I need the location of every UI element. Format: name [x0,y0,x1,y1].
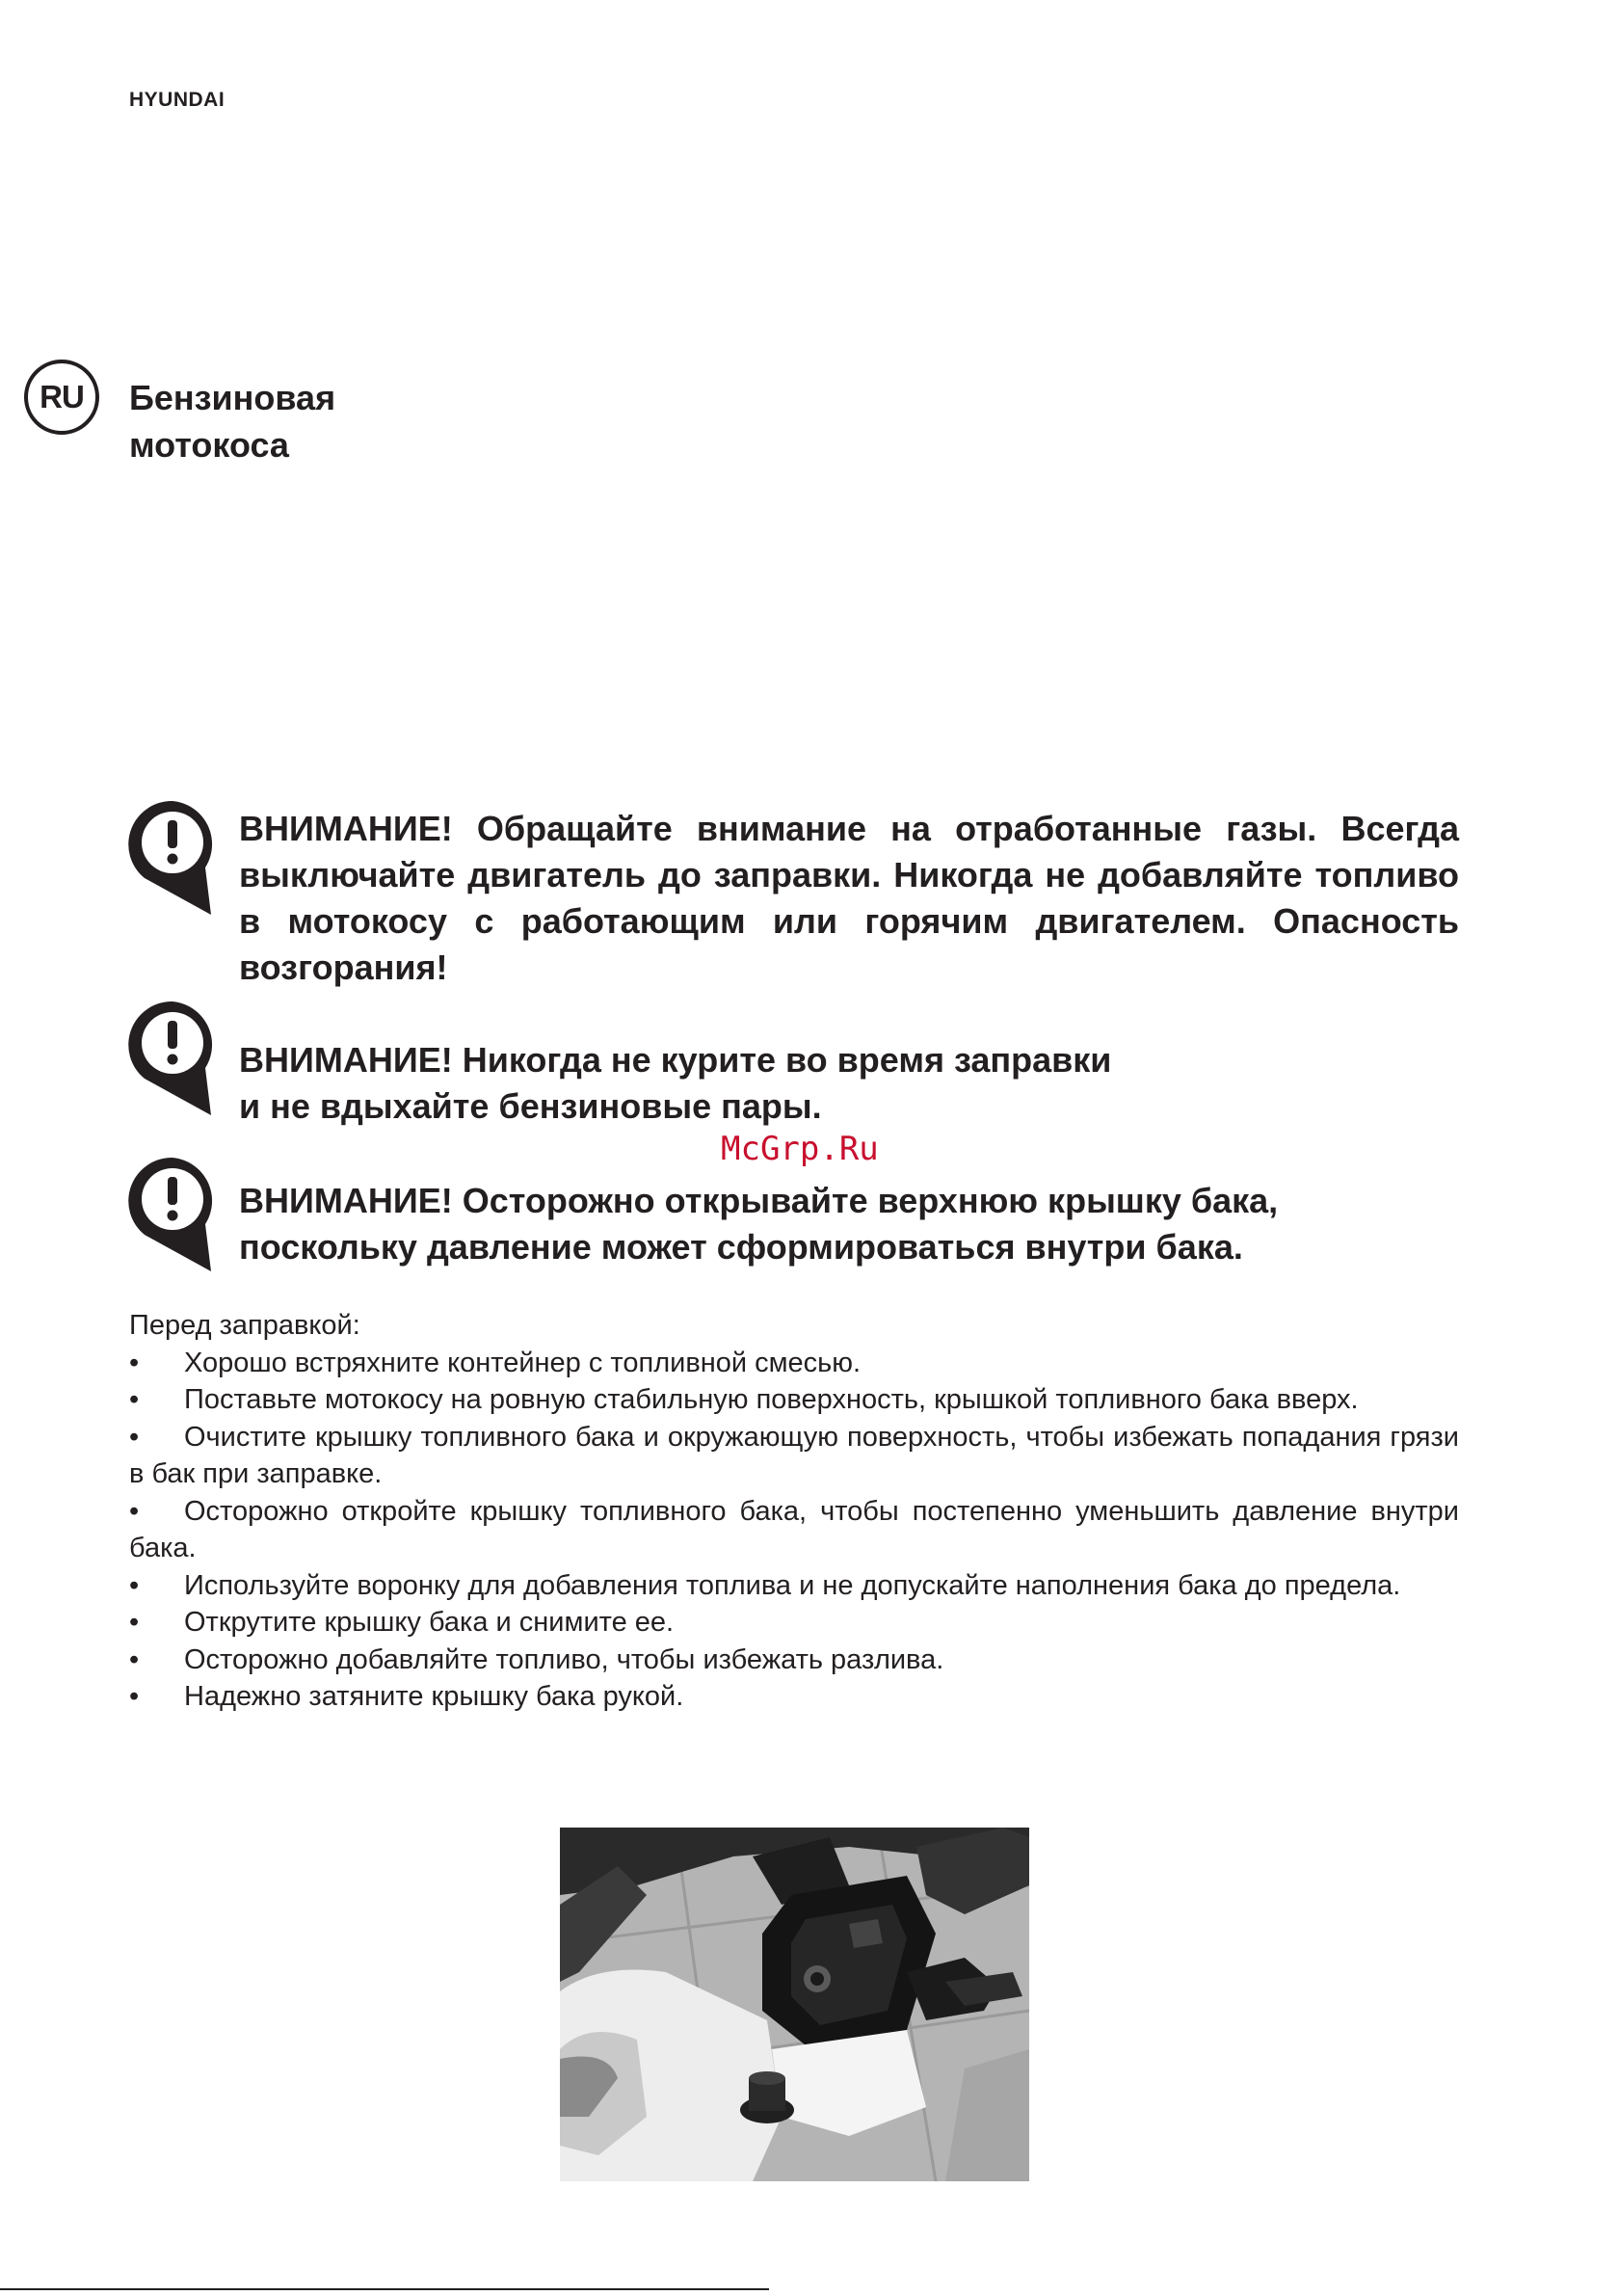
list-item-text: Поставьте мотокосу на ровную стабильную поверхность, крышкой топливного бака вверх. [184,1384,1359,1415]
bullet: • [129,1384,140,1415]
exclamation-pin-icon [126,999,219,1118]
list-item-text: Очистите крышку топливного бака и окружающую поверхность, чтобы избежать попадания грязи в бак при заправке. [129,1421,1459,1489]
list-item-text: Осторожно добавляйте топливо, чтобы избежать разлива. [184,1643,944,1675]
bullet: • [129,1643,140,1675]
list-item-text: Хорошо встряхните контейнер с топливной смесью. [184,1347,862,1378]
warning-line: ВНИМАНИЕ! Осторожно открывайте верхнюю крышку бака, [239,1181,1279,1220]
bullet: • [129,1347,140,1378]
bullet: • [129,1421,140,1453]
warning-line: поскольку давление может сформироваться внутри бака. [239,1227,1243,1267]
list-item [129,1604,1459,1642]
exclamation-pin-icon [126,1155,219,1274]
refuel-instructions [129,1307,1459,1716]
warning-tank-pressure [239,1178,1459,1270]
warning-no-smoking [239,1037,1459,1130]
watermark: McGrp.Ru [721,1130,879,1168]
list-item-text: Надежно затяните крышку бака рукой. [184,1681,684,1712]
warning-line: и не вдыхайте бензиновые пары. [239,1086,822,1126]
list-item-text: Осторожно откройте крышку топливного бака, чтобы постепенно уменьшить давление внутри бака. [129,1495,1459,1563]
list-item [129,1419,1459,1493]
title-line-1: Бензиновая [129,378,336,417]
list-item [129,1567,1459,1605]
list-item [129,1642,1459,1679]
bullet: • [129,1681,140,1712]
bullet: • [129,1607,140,1638]
list-item [129,1678,1459,1716]
list-item-text: Используйте воронку для добавления топлива и не допускайте наполнения бака до предела. [184,1569,1401,1601]
list-item-text: Открутите крышку бака и снимите ее. [184,1607,675,1638]
document-title [129,374,335,468]
language-badge: RU [24,360,99,435]
instructions-heading: Перед заправкой: [129,1310,360,1341]
list-item [129,1345,1459,1382]
warning-text: ВНИМАНИЕ! Обращайте внимание на отработанные газы. Всегда выключайте двигатель до заправки. Никогда не добавляйте топливо в мотокосу с работающим или горячим двигателем. Опасность возгорания! [239,809,1459,987]
list-item [129,1493,1459,1567]
title-line-2: мотокоса [129,425,289,465]
warning-line: ВНИМАНИЕ! Никогда не курите во время заправки [239,1040,1112,1080]
footer-rule [0,2288,769,2290]
exclamation-pin-icon [126,798,219,918]
brand-name: HYUNDAI [129,89,225,111]
engine-refuel-image [560,1828,1029,2181]
warning-exhaust-gases [239,806,1459,991]
bullet: • [129,1569,140,1601]
bullet: • [129,1495,140,1527]
refuel-photo [560,1828,1029,2181]
instructions-list [129,1345,1459,1716]
list-item [129,1381,1459,1419]
